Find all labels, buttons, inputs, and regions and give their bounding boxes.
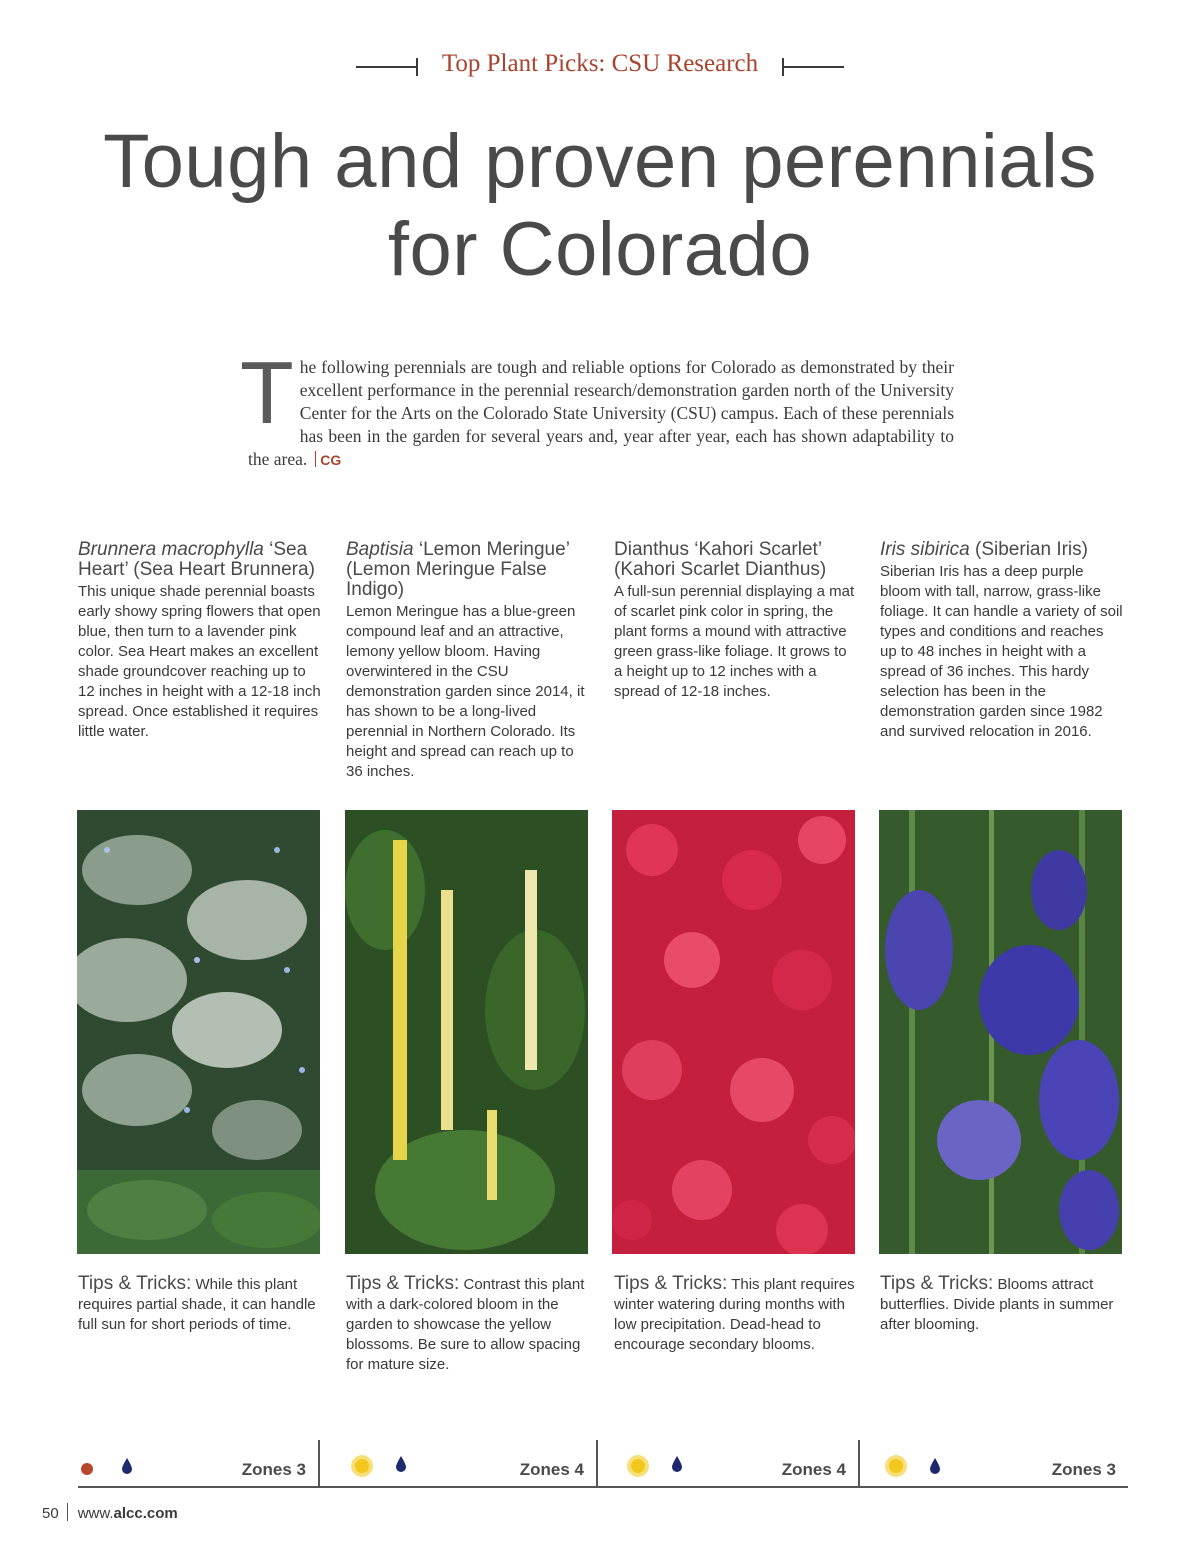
kicker-text: Top Plant Picks: CSU Research <box>441 50 759 77</box>
iris-photo <box>879 810 1122 1254</box>
plant-name-italic: Baptisia <box>346 539 414 560</box>
water-drop-icon <box>122 1458 132 1474</box>
tips-text: Contrast this plant with a dark-colored bloom in the garden to showcase the yellow blossoms. Be sure to allow spacing for mature size. <box>346 1276 585 1373</box>
plant-name <box>78 540 322 580</box>
tips-iris <box>880 1274 1126 1335</box>
plant-name <box>880 540 1124 560</box>
baptisia-photo <box>345 810 588 1254</box>
tips-brunnera <box>78 1274 324 1335</box>
plant-name-common: ‘Lemon Meringue’ (Lemon Meringue False Indigo) <box>346 539 570 600</box>
tips-label: Tips & Tricks: <box>346 1273 460 1294</box>
kicker-tick-left <box>416 58 418 76</box>
plant-name-italic: Iris sibirica <box>880 539 970 560</box>
tips-label: Tips & Tricks: <box>614 1273 728 1294</box>
intro-text: he following perennials are tough and reliable options for Colorado as demonstrated by their excellent performance in the perennial research/demonstration garden north of the University Center for the Arts on the Colorado State University (CSU) campus. Each of these perennials has been in the garden for several years and, year after year, each has shown adaptability to the area. <box>248 357 954 469</box>
plant-name <box>614 540 858 580</box>
intro-paragraph <box>240 343 954 472</box>
tips-dianthus <box>614 1274 860 1355</box>
full-sun-icon <box>882 1452 910 1480</box>
plant-column-brunnera <box>78 540 322 742</box>
headline-line-2: for Colorado <box>387 207 813 292</box>
plant-name-common: (Siberian Iris) <box>969 539 1088 560</box>
dianthus-photo <box>612 810 855 1254</box>
kicker-rule-right <box>782 66 844 68</box>
plant-name-common: Dianthus ‘Kahori Scarlet’ (Kahori Scarlet Dianthus) <box>614 539 827 580</box>
plant-column-dianthus <box>614 540 858 702</box>
full-sun-icon <box>348 1452 376 1480</box>
water-drop-icon <box>672 1456 682 1472</box>
page-number: 50 <box>42 1505 59 1522</box>
partial-shade-icon <box>80 1462 94 1476</box>
plant-description: Siberian Iris has a deep purple bloom with tall, narrow, grass-like foliage. It can handle a variety of soil types and conditions and reaches up to 48 inches in height with a spread of 36 inches. This hardy selection has been in the demonstration garden since 1982 and survived relocation in 2016. <box>880 563 1123 740</box>
tips-label: Tips & Tricks: <box>880 1273 994 1294</box>
intro-signoff: CG <box>320 452 342 468</box>
website-domain: alcc.com <box>113 1505 178 1522</box>
zone-label: Zones 4 <box>519 1460 584 1479</box>
plant-name-common: ‘Sea Heart’ (Sea Heart Brunnera) <box>78 539 315 580</box>
water-drop-icon <box>396 1456 406 1472</box>
zones-bar <box>78 1440 1128 1488</box>
signoff-divider <box>315 451 316 467</box>
zone-brunnera <box>78 1440 318 1486</box>
plant-description: Lemon Meringue has a blue-green compound leaf and an attractive, lemony yellow bloom. Having overwintered in the CSU demonstration garden since 2014, it has shown to be a long-lived perennial in Northern Colorado. Its height and spread can reach up to 36 inches. <box>346 603 585 780</box>
zone-label: Zones 3 <box>241 1460 306 1479</box>
intro-dropcap: T <box>240 343 294 442</box>
plant-name-italic: Brunnera macrophylla <box>78 539 264 560</box>
tips-label: Tips & Tricks: <box>78 1273 192 1294</box>
plant-description: A full-sun perennial displaying a mat of scarlet pink color in spring, the plant forms a mound with attractive green grass-like foliage. It grows to a height up to 12 inches with a spread of 12-18 inches. <box>614 583 855 700</box>
brunnera-photo <box>77 810 320 1254</box>
website-link[interactable] <box>78 1505 178 1522</box>
footer-divider <box>67 1503 68 1521</box>
zone-label: Zones 4 <box>781 1460 846 1479</box>
tips-text: Blooms attract butterflies. Divide plants in summer after blooming. <box>880 1276 1114 1333</box>
headline-line-1: Tough and proven perennials <box>103 119 1097 204</box>
water-drop-icon <box>930 1458 940 1474</box>
full-sun-icon <box>624 1452 652 1480</box>
plant-name <box>346 540 590 600</box>
zone-baptisia <box>320 1440 596 1486</box>
page-footer <box>42 1503 178 1522</box>
zone-dianthus <box>598 1440 858 1486</box>
kicker-rule-left <box>356 66 418 68</box>
tips-text: This plant requires winter watering during months with low precipitation. Dead-head to encourage secondary blooms. <box>614 1276 855 1353</box>
plant-column-iris <box>880 540 1124 742</box>
section-kicker <box>0 50 1200 84</box>
zone-label: Zones 3 <box>1051 1460 1116 1479</box>
tips-text: While this plant requires partial shade, it can handle full sun for short periods of time. <box>78 1276 316 1333</box>
zones-baseline <box>78 1486 1128 1488</box>
website-prefix: www. <box>77 1505 114 1522</box>
tips-baptisia <box>346 1274 592 1375</box>
plant-column-baptisia <box>346 540 590 782</box>
page-headline <box>0 118 1200 294</box>
plant-description: This unique shade perennial boasts early showy spring flowers that open blue, then turn to a lavender pink color. Sea Heart makes an excellent shade groundcover reaching up to 12 inches in height with a 12-18 inch spread. Once established it requires little water. <box>78 583 321 740</box>
zone-iris <box>860 1440 1128 1486</box>
